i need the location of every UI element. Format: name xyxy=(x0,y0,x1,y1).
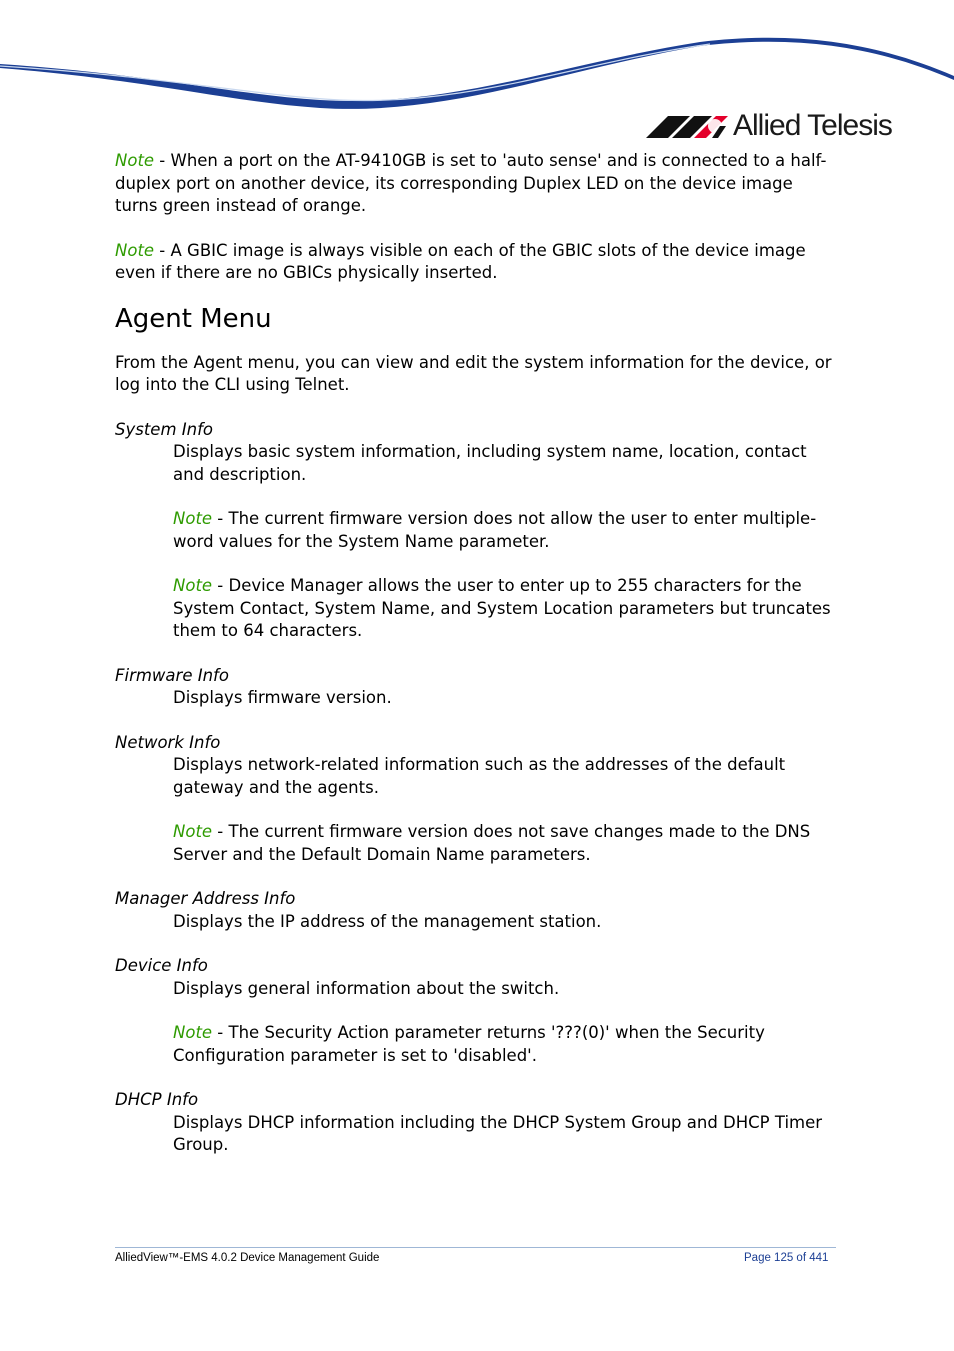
note-label: Note xyxy=(173,822,213,841)
note-text: - The Security Action parameter returns '???(0)' when the Security Configuration parameter is set to 'disabled'. xyxy=(173,1023,765,1065)
note-paragraph xyxy=(115,150,840,218)
menu-item-term: Device Info xyxy=(115,956,208,975)
spacer xyxy=(115,643,840,665)
document-body xyxy=(115,150,840,1157)
spacer xyxy=(115,553,840,575)
menu-item-description: Displays the IP address of the management station. xyxy=(173,911,602,931)
note-text: - The current firmware version does not allow the user to enter multiple-word values for the System Name parameter. xyxy=(173,509,817,551)
note-label: Note xyxy=(115,151,155,170)
logo-mark-icon xyxy=(646,116,728,138)
spacer xyxy=(115,933,840,955)
note-label: Note xyxy=(173,509,213,528)
note-paragraph xyxy=(115,240,840,285)
spacer xyxy=(115,486,840,508)
spacer xyxy=(115,1000,840,1022)
spacer xyxy=(115,799,840,821)
note-label: Note xyxy=(173,576,213,595)
note-text: - When a port on the AT-9410GB is set to 'auto sense' and is connected to a half-duplex port on another device, its corresponding Duplex LED on the device image turns green instead of orange. xyxy=(115,151,827,215)
menu-item-description: Displays general information about the switch. xyxy=(173,978,560,998)
footer-title: AlliedView™-EMS 4.0.2 Device Management Guide xyxy=(115,1252,380,1264)
spacer xyxy=(115,218,840,240)
note-paragraph xyxy=(173,1022,840,1067)
spacer xyxy=(115,397,840,419)
note-label: Note xyxy=(173,1023,213,1042)
page-number: Page 125 of 441 xyxy=(744,1252,829,1264)
note-label: Note xyxy=(115,240,155,260)
note-paragraph xyxy=(173,821,840,866)
menu-item-term: Firmware Info xyxy=(115,665,229,685)
section-intro: From the Agent menu, you can view and edit the system information for the device, or log into the CLI using Telnet. xyxy=(115,352,832,394)
menu-item-term: Manager Address Info xyxy=(115,889,296,908)
footer-rule xyxy=(115,1247,836,1248)
menu-item-description: Displays DHCP information including the DHCP System Group and DHCP Timer Group. xyxy=(173,1112,823,1154)
menu-item-term: Network Info xyxy=(115,732,221,752)
menu-item-description: Displays network-related information such as the addresses of the default gateway and the agents. xyxy=(173,755,786,797)
note-text: - A GBIC image is always visible on each of the GBIC slots of the device image even if there are no GBICs physically inserted. xyxy=(115,240,806,282)
note-paragraph xyxy=(173,508,840,553)
menu-item-term: System Info xyxy=(115,419,214,439)
menu-item-description: Displays firmware version. xyxy=(173,688,392,707)
spacer xyxy=(115,1067,840,1089)
section-title: Agent Menu xyxy=(115,303,272,334)
menu-item-term: DHCP Info xyxy=(115,1090,199,1109)
menu-item-description: Displays basic system information, including system name, location, contact and description. xyxy=(173,442,807,484)
spacer xyxy=(115,710,840,732)
note-paragraph xyxy=(173,575,840,643)
logo-text: Allied Telesis xyxy=(733,109,892,142)
spacer xyxy=(115,866,840,888)
note-text: - Device Manager allows the user to enter up to 255 characters for the System Contact, System Name, and System Location parameters but truncates them to 64 characters. xyxy=(173,576,831,640)
note-text: - The current firmware version does not save changes made to the DNS Server and the Default Domain Name parameters. xyxy=(173,822,811,864)
